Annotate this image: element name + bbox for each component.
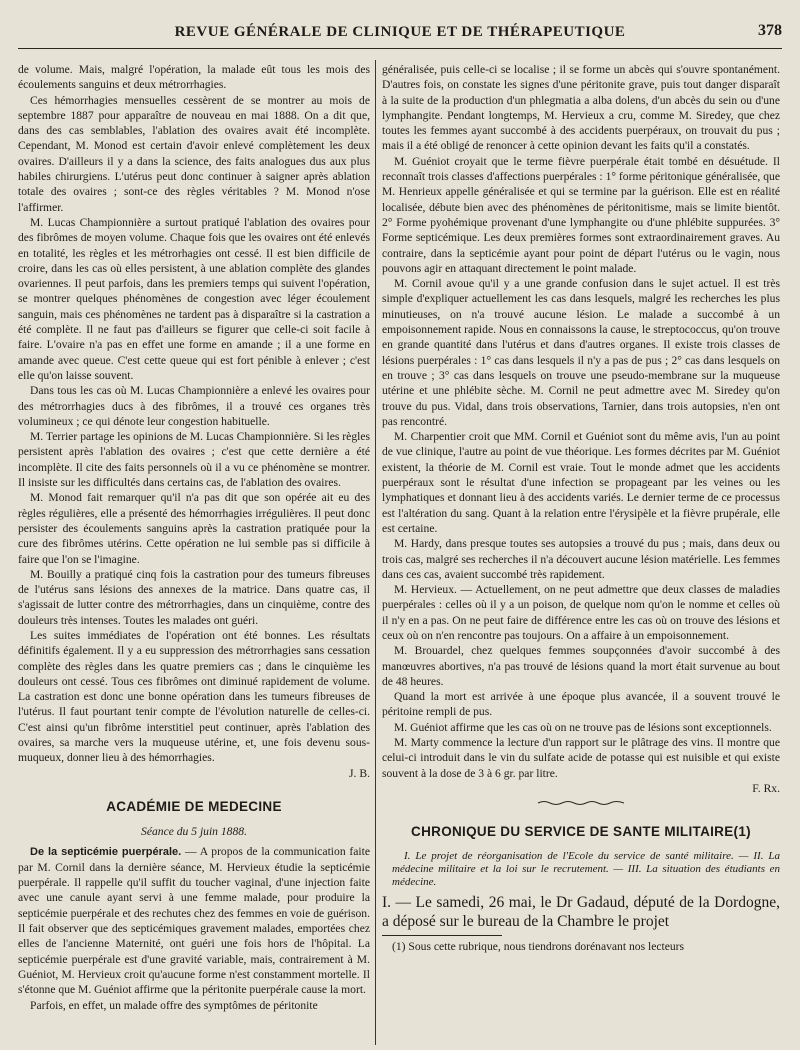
- signature: F. Rx.: [752, 781, 780, 795]
- running-title: REVUE GÉNÉRALE DE CLINIQUE ET DE THÉRAPEUTIQUE: [174, 24, 626, 40]
- running-head: [0, 0, 800, 56]
- section-title: CHRONIQUE DU SERVICE DE SANTE MILITAIRE(1): [411, 824, 751, 840]
- column-divider: [375, 60, 376, 1045]
- header-rule: [18, 48, 782, 49]
- paragraph: M. Lucas Championnière a surtout pratiqué l'ablation des ovaires pour des fibrômes de moyen volume. Chaque fois que les ovaires ont été enlevés en totalité, les règles et les métrorhagies ont cessé. Il est bien difficile de croire, dans les cas où elles persistent, à une ablation complète des glandes ovariennes. Il peut parfois, dans les premiers temps qui suivent l'opération, se montrer quelques phénomènes de congestion avec léger écoulement sanguin, mais ces phénomènes ne tardent pas à disparaître si la castration a été complète. Il ne faut pas d'ailleurs se figurer que celle-ci soit facile à faire. L'ovaire n'a pas en effet une forme en amande ; il a une forme en amande avec queue. C'est cette queue qui est fort pénible à enlever ; c'est elle qu'on laisse souvent.: [18, 215, 370, 382]
- page-number: 378: [758, 22, 782, 39]
- section-summary: I. Le projet de réorganisation de l'Ecole du service de santé militaire. — II. La médecine militaire et la loi sur le recrutement. — III. La situation des étudiants en médecine.: [392, 849, 780, 888]
- signature: J. B.: [349, 766, 370, 780]
- lead-in: De la septicémie puerpérale.: [30, 845, 182, 858]
- footnote-rule: [382, 935, 502, 936]
- paragraph: généralisée, puis celle-ci se localise ; il se forme un abcès qui s'ouvre spontanément. D'autres fois, on constate les signes d'une péritonite grave, puis tout danger disparaît à la suite de la production d'un phlegmatia a alba dolens, d'un abcès du sein ou d'une lymphangite. Pendant longtemps, M. Hervieux a cru, comme M. Siredey, que chez toutes les femmes ayant succombé à des accidents puerpéraux, on trouvait du pus ; mais il a été obligé de renoncer à cette opinion devant les faits qu'il a constatés.: [382, 63, 780, 153]
- lead-paragraph: [18, 844, 370, 998]
- paragraph: de volume. Mais, malgré l'opération, la malade eût tous les mois des écoulements sanguins et deux métrorrhagies.: [18, 63, 370, 92]
- paragraph: Dans tous les cas où M. Lucas Championnière a enlevé les ovaires pour des métrorrhagies ducs à des fibrômes, il a trouvé ces organes très volumineux ; ce qui dénote leur congestion habituelle.: [18, 384, 370, 428]
- paragraph: M. Terrier partage les opinions de M. Lucas Championnière. Si les règles persistent après l'ablation des ovaires ; c'est que cette dernière a été incomplète. Il cite des faits personnels où il a vu ce phénomène se montrer. Il insiste sur les difficultés dans certains cas, de l'ablation des ovaires.: [18, 430, 370, 490]
- paragraph: M. Guéniot affirme que les cas où on ne trouve pas de lésions sont exceptionnels.: [394, 720, 772, 734]
- paragraph: M. Marty commence la lecture d'un rapport sur le plâtrage des vins. Il montre que celui-ci introduit dans le vin du sulfate acide de potasse qui est nuisible et qui existe souvent à la dose de 3 à 6 gr. par litre.: [382, 736, 780, 780]
- paragraph: Parfois, en effet, un malade offre des symptômes de péritonite: [30, 998, 318, 1012]
- ornament-rule: [536, 800, 626, 806]
- paragraph: M. Hardy, dans presque toutes ses autopsies a trouvé du pus ; mais, dans deux ou trois cas, malgré ses recherches il n'a découvert aucune lésion matérielle. Les femmes dans ces cas, avaient succombé très rapidement.: [382, 537, 780, 581]
- paragraph: M. Brouardel, chez quelques femmes soupçonnées d'avoir succombé à des manœuvres abortives, n'a pas trouvé de lésions quand la mort était survenue au bout de 48 heures.: [382, 644, 780, 688]
- paragraph: M. Guéniot croyait que le terme fièvre puerpérale était tombé en désuétude. Il reconnaît trois classes d'affections puerpérales : 1° forme péritonique généralisée, que M. Henrieux appelle généralisée et qui se termine par la guérison. Elle est en réalité localisée, débute bien avec des phénomènes de péritonitisme, mais se limite bientôt. 2° Forme pyohémique provenant d'une lymphangite ou d'une phlébite suppurées. 3° Forme septicémique. Les deux premières formes sont extraordinairement graves. Au contraire, dans la septicémie ayant pour point de départ l'utérus ou le vagin, nous pouvons agir en attaquant directement le point malade.: [382, 154, 780, 275]
- lead-text: — A propos de la communication faite par M. Cornil dans la dernière séance, M. Hervieux étudie la septicémie puerpérale. Il rappelle qu'il suffit du toucher vaginal, d'une injection faite avec une canule ayant servi à une femme malade, pour produire la septicémie puerpérale et des rechutes chez des femmes en voie de guérison. Il fait observer que des septicémiques gravement malades, emportées chez elles de l'ancienne Maternité, ont guéri une fois hors de l'hôpital. La septicémie puerpérale est d'une gravité variable, mais, contrairement à M. Guéniot, M. Hervieux croit qu'aucune forme n'est constamment mortelle. Il s'étonne que M. Guéniot affirme que la péritonite puerpérale cause la mort.: [18, 844, 370, 997]
- paragraph: M. Charpentier croit que MM. Cornil et Guéniot sont du même avis, l'un au point de vue clinique, l'autre au point de vue théorique. Les formes décrites par M. Guéniot existent, la théorie de M. Cornil est vraie. Tout le monde admet que les accidents puerpéraux sont le résultat d'une infection se propageant par les veines ou les lymphatiques et donnant lieu à des accidents variés. Le dernier terme de ce processus est l'altération du sang. Quant à la relation entre l'érysipèle et la fièvre prupérale, elle est certaine.: [382, 430, 780, 535]
- paragraph: Les suites immédiates de l'opération ont été bonnes. Les résultats définitifs également. Il y a eu suppression des métrorrhagies sans cessation complète des règles dans les quatre premiers cas ; dans le cinquième les douleurs ont cessé. Tous ces fibrômes ont diminué rapidement de volume. La castration est donc une bonne opération dans les tumeurs fibreuses de l'utérus. Il faut pourtant tenir compte de l'évolution naturelle de celles-ci. C'est ainsi qu'un fibrôme interstitiel peut continuer, après l'ablation des ovaires, sa marche vers la muqueuse utérine, et, une fois devenu sous-muqueux, donner lieu à des hémorrhagies.: [18, 628, 370, 765]
- paragraph: M. Monod fait remarquer qu'il n'a pas dit que son opérée ait eu des règles régulières, elle a présenté des hémorrhagies irrégulières. Il peut donc persister des écoulements sanguins après la castration pratiquée pour la cure des fibrômes utérins. Cette opération ne lui semble pas si difficile à faire que l'on se l'imagine.: [18, 491, 370, 566]
- section-date: Séance du 5 juin 1888.: [141, 825, 247, 839]
- paragraph: M. Hervieux. — Actuellement, on ne peut admettre que deux classes de maladies puerpérales : celles où il y a un poison, de quelque nom qu'on le nomme et celles où il n'y en a pas. On ne peut faire de différence entre les cas où on trouve des lésions et ceux où on n'en rencontre pas toujours. On a affaire à un empoisonnement.: [382, 583, 780, 642]
- opening-paragraph: I. — Le samedi, 26 mai, le Dr Gadaud, député de la Dordogne, a déposé sur le bureau de la Chambre le projet: [382, 893, 780, 930]
- right-column: [382, 62, 780, 1037]
- footnote: (1) Sous cette rubrique, nous tiendrons dorénavant nos lecteurs: [392, 939, 685, 953]
- paragraph: Quand la mort est arrivée à une époque plus avancée, il a souvent trouvé le péritoine rempli de pus.: [382, 690, 780, 719]
- left-column: [18, 62, 370, 1037]
- paragraph: M. Cornil avoue qu'il y a une grande confusion dans le sujet actuel. Il est très simple d'expliquer actuellement les cas dans lesquels, malgré les recherches les plus minutieuses, on n'a trouvé aucune lésion. Le malade a succombé à un empoisonnement rapide. Nous en connaissons la cause, le streptococcus, qu'on trouve en grande quantité dans l'utérus et dans d'autres organes. Il existe trois classes de lésions puerpérales : 1° cas dans lesquels il n'y a pas de pus ; 2° cas dans lesquels on en trouve ; 3° cas dans lesquels on trouve une pseudo-membrane sur la muqueuse utérine et une phlébite sèche. M. Cornil ne peut admettre avec M. Siredey qu'on trouve du pus. Vidal, dans trois observations, Tarnier, dans trois autopsies, n'en ont pas rencontré.: [382, 277, 780, 428]
- paragraph: Ces hémorrhagies mensuelles cessèrent de se montrer au mois de septembre 1887 pour apparaître de nouveau en mai 1888. On a dit que, dans des cas semblables, l'ablation des ovaires avait été incomplète. Cependant, M. Monod est certain d'avoir enlevé complètement les deux ovaires. D'ailleurs il y a dans la science, des faits analogues dus aux plus habiles chirurgiens. L'utérus peut donc continuer à saigner après ablation totale des ovaires ; sont-ce des règles véritables ? M. Monod n'ose l'affirmer.: [18, 93, 370, 214]
- section-title: ACADÉMIE DE MEDECINE: [106, 798, 282, 814]
- paragraph: M. Bouilly a pratiqué cinq fois la castration pour des tumeurs fibreuses de l'utérus sans lésions des annexes de la matrice. Dans quatre cas, il s'agissait de lutter contre des métrorrhagies, dans un cinquième, contre des douleurs très intenses. Toutes les malades ont guéri.: [18, 567, 370, 627]
